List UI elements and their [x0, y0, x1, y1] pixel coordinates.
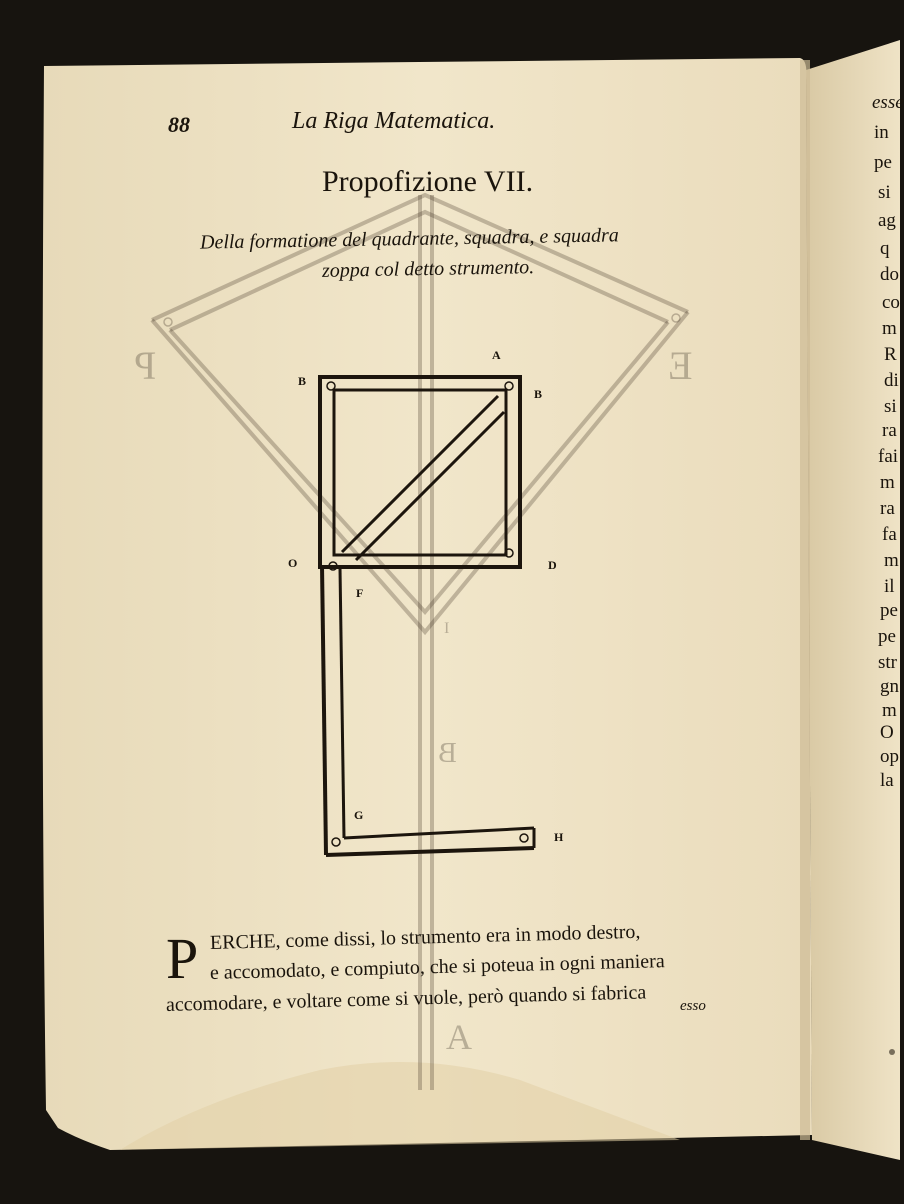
facing-fragment: pe: [878, 626, 896, 647]
figure-label-b-right: B: [534, 387, 543, 401]
facing-fragment: R: [884, 344, 897, 365]
figure-label-h: H: [554, 830, 564, 844]
facing-fragment: str: [878, 652, 897, 673]
figure-label-f: F: [356, 586, 364, 600]
facing-fragment: il: [884, 576, 895, 597]
drop-cap: P: [166, 926, 199, 991]
figure-label-a: A: [492, 348, 501, 362]
facing-fragment: m: [882, 318, 897, 339]
running-title: La Riga Matematica.: [292, 108, 496, 134]
show-through-label-b: B: [438, 738, 457, 769]
facing-fragment: pe: [874, 152, 892, 173]
facing-fragment: m: [882, 700, 897, 721]
figure-label-b-left: B: [298, 374, 307, 388]
facing-fragment: fa: [882, 524, 897, 545]
facing-fragment: ra: [880, 498, 895, 519]
figure-label-o: O: [288, 556, 298, 570]
figure-label-g: G: [354, 808, 364, 822]
facing-fragment: ag: [878, 210, 896, 231]
facing-fragment: si: [878, 182, 891, 203]
facing-fragment: do: [880, 264, 899, 285]
facing-fragment: gn: [880, 676, 899, 697]
facing-fragment: op: [880, 746, 899, 767]
body-line-3: accomodare, e voltare come si vuole, però quando si fabrica: [165, 981, 647, 1016]
facing-fragment: m: [884, 550, 899, 571]
show-through-label-p: P: [134, 343, 157, 388]
show-through-label-i: I: [444, 620, 450, 637]
show-through-label-a: A: [446, 1017, 472, 1057]
facing-fragment: q: [880, 238, 890, 259]
facing-fragment: in: [874, 122, 889, 143]
subtitle-line-2: zoppa col detto strumento.: [321, 256, 535, 282]
facing-fragment: O: [880, 722, 894, 743]
facing-fragment: pe: [880, 600, 898, 621]
facing-fragment: la: [880, 770, 894, 791]
facing-fragment: co: [882, 292, 900, 313]
facing-fragment: ra: [882, 420, 897, 441]
body-line-2: e accomodato, e compiuto, che si poteua in ogni maniera: [209, 950, 665, 984]
catchword: esso: [680, 998, 706, 1014]
page-number: 88: [168, 112, 190, 137]
facing-fragment: m: [880, 472, 895, 493]
body-line-1: ERCHE, come dissi, lo strumento era in modo destro,: [209, 920, 641, 954]
facing-fragment: di: [884, 370, 899, 391]
show-through-label-e: E: [668, 343, 693, 388]
facing-fragment: esse: [872, 92, 904, 113]
facing-fragment: si: [884, 396, 897, 417]
proposition-title: Propofizione VII.: [322, 165, 534, 198]
figure-label-d: D: [548, 558, 557, 572]
facing-fragment: fai: [878, 446, 899, 467]
subtitle-line-1: Della formatione del quadrante, squadra, e squadra: [199, 224, 620, 254]
